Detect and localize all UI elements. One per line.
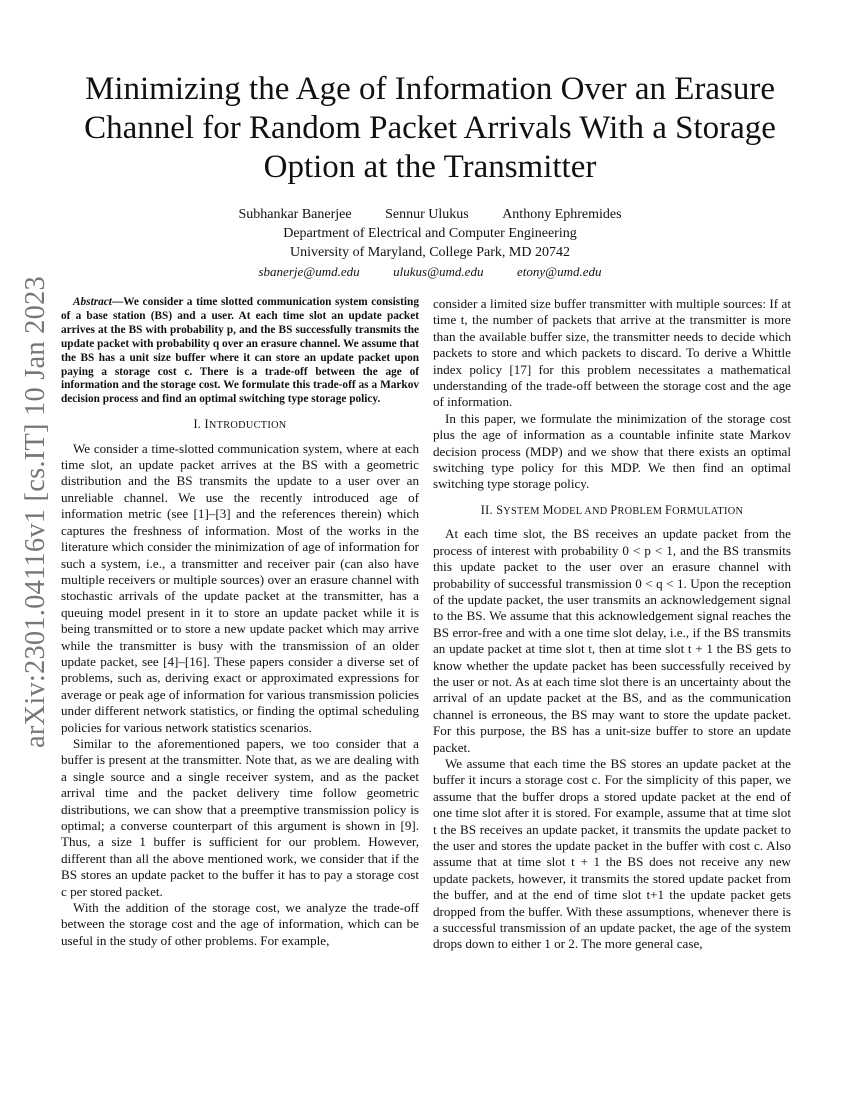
affiliation-university: University of Maryland, College Park, MD 20742 (290, 245, 570, 260)
author-name: Sennur Ulukus (385, 207, 469, 222)
paragraph: We assume that each time the BS stores an update packet at the buffer it incurs a storage cost c. For the simplicity of this paper, we assume that the buffer drops a stored update packet at the end of one time slot after it is stored. For example, assume that at time slot t the BS receives an update packet, it transmits the update packet to the user and stores the update packet in the buffer with cost c. Also assume that at time slot t + 1 the BS does not receive any new update packets, however, it transmits the stored update packet from the buffer, and at the end of time slot t+1 the update packet gets dropped from the buffer. With these assumptions, whenever there is a successful transmission of an update packet, the age of the system drops down to either 1 or 2. The more general case, (433, 755, 791, 952)
paragraph: consider a limited size buffer transmitter with multiple sources: If at time t, the number of packets that arrive at the transmitter is more than the available buffer size, the transmitter needs to decide which packets to store and which packets to discard. To derive a Whittle index policy [17] for this problem necessitates a mathematical understanding of the trade-off between the storage cost and the age of information. (433, 296, 791, 410)
author-email: etony@umd.edu (516, 264, 602, 279)
abstract (61, 296, 419, 407)
section-heading-system-model: II. SYSTEM MODEL AND PROBLEM FORMULATION (480, 502, 744, 517)
author-email: sbanerje@umd.edu (258, 264, 360, 279)
arxiv-identifier-margin (12, 276, 52, 748)
author-block (60, 205, 800, 282)
section-heading-introduction: I. INTRODUCTION (193, 417, 287, 432)
author-emails (60, 262, 800, 282)
author-email: ulukus@umd.edu (393, 264, 484, 279)
author-name: Anthony Ephremides (502, 207, 622, 222)
paragraph: At each time slot, the BS receives an update packet from the process of interest with probability 0 < p < 1, and the BS transmits this update packet to the user over an erasure channel with probability of successful transmission 0 < q < 1. Upon the reception of the update packet, the user transmits an acknowledgement signal to the BS. We assume that this acknowledgement signal reaches the BS error-free and with a one time slot delay, i.e., if the BS transmits an update packet at time slot t, then at time slot t + 1 the BS gets to know whether the update packet has been successfully received by the user or not. As at each time slot there is an uncertainty about the arrival of an update packet at the BS, and as the communication channel is erroneous, the BS may want to store the update packet. For this purpose, the BS has a unit-size buffer to store an update packet. (433, 526, 791, 755)
arxiv-id-text: arXiv:2301.04116v1 [cs.IT] 10 Jan 2023 (20, 276, 51, 748)
paragraph: In this paper, we formulate the minimization of the storage cost plus the age of information as a countable infinite state Markov decision process (MDP) and we show that there exists an optimal switching type policy for this MDP. We then find an optimal switching type storage policy. (433, 410, 791, 492)
affiliation-department: Department of Electrical and Computer Engineering (283, 226, 577, 241)
abstract-text: —We consider a time slotted communication system consisting of a base station (BS) and a user. At each time slot an update packet arrives at the BS with probability p, and the BS successfully transmits the update packet with probability q over an erasure channel. We assume that the BS has a unit size buffer where it can store an update packet upon paying a storage cost c. There is a trade-off between the age of information and the storage cost. We formulate this trade-off as a Markov decision process and find an optimal switching type storage policy. (61, 296, 419, 406)
abstract-label: Abstract (73, 296, 112, 308)
author-name: Subhankar Banerjee (238, 207, 352, 222)
author-names (60, 205, 800, 224)
paragraph: We consider a time-slotted communication system, where at each time slot, an update packet arrives at the BS with a geometric distribution and the BS transmits the update to a user over an unreliable channel. We use the recently introduced age of information metric (see [1]–[3] and the references therein) which captures the freshness of information. Most of the works in the literature which consider the minimization of age of information for such a system, i.e., a transmitter and receiver pair (can also have multiple receivers or multiple sources) over an erasure channel with stochastic arrivals of the update packet at the transmitter, has a queuing model present in it to store an update packet while it is being transmitted or to store a new update packet which may arrive while the transmitter is busy with the transmission of an older update packet, see [4]–[16]. These papers consider a diverse set of problems, such as, deriving exact or approximated expressions for average or peak age of information for various transmission policies under different network statistics, or finding the optimal scheduling policies for various network statistics scenarios. (61, 440, 419, 735)
paragraph: With the addition of the storage cost, we analyze the trade-off between the storage cost and the age of information, which can be useful in the study of other problems. For example, (61, 900, 419, 948)
right-column (433, 296, 791, 953)
left-column (61, 296, 419, 949)
paragraph: Similar to the aforementioned papers, we too consider that a buffer is present at the transmitter. Note that, as we are dealing with a single source and a single receiver system, and as the packet arrival time and the packet delivery time follow geometric distributions, we can show that a preemptive transmission policy is optimal; a converse counterpart of this argument is shown in [9]. Thus, a size 1 buffer is sufficient for our problem. However, different than all the above mentioned work, we consider that if the BS stores an update packet to the buffer it has to pay a storage cost c per stored packet. (61, 735, 419, 899)
paper-title: Minimizing the Age of Information Over an Erasure Channel for Random Packet Arrivals With a Storage Option at the Transmitter (84, 71, 776, 185)
